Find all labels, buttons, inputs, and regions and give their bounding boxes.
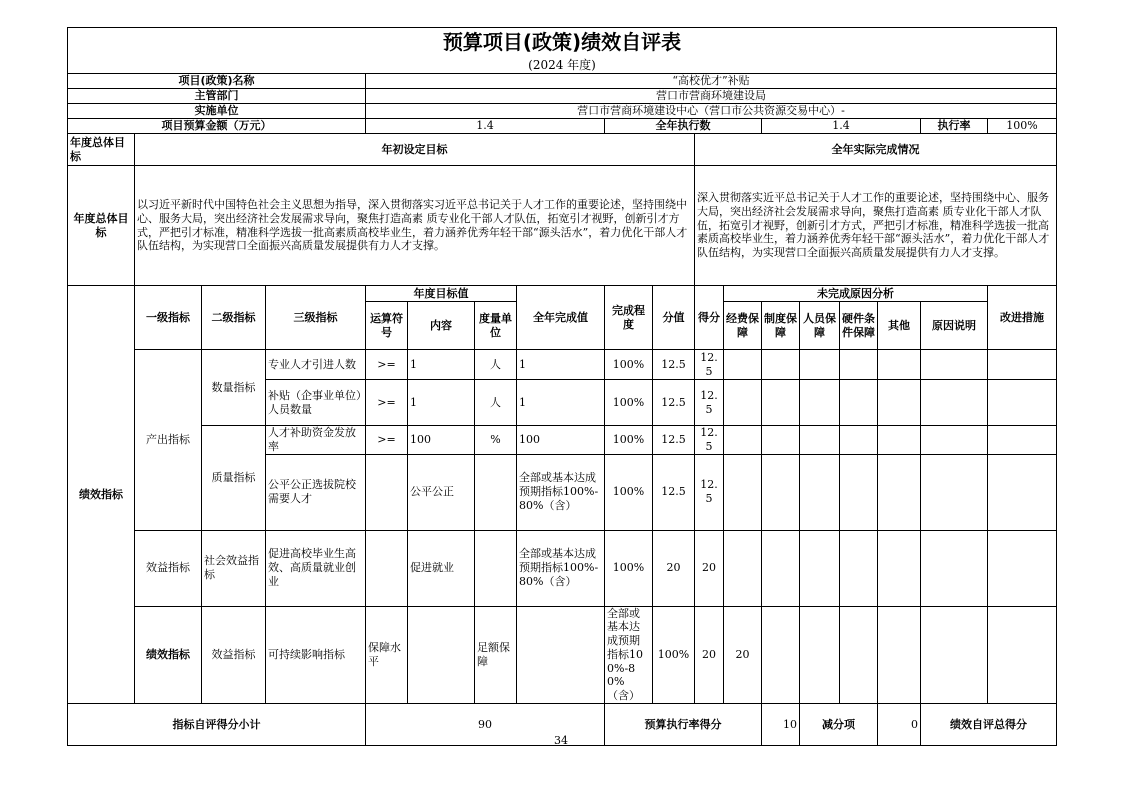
degree-cell: 100% — [605, 350, 653, 380]
actual-completion-header: 全年实际完成情况 — [695, 134, 1057, 166]
operator-cell: >= — [366, 350, 408, 380]
actual-cell: 1 — [517, 350, 605, 380]
budget-amount-value: 1.4 — [366, 119, 605, 134]
completion-degree-header: 完成程度 — [605, 286, 653, 350]
level3-cell: 公平公正选拔院校需要人才 — [266, 454, 366, 530]
operator-cell — [366, 530, 408, 606]
level3-header: 三级指标 — [266, 286, 366, 350]
content-cell: 促进就业 — [408, 530, 475, 606]
unit-cell — [475, 530, 517, 606]
social-benefit-category: 社会效益指标 — [202, 530, 266, 606]
content-cell: 公平公正 — [408, 454, 475, 530]
exec-rate-value: 100% — [988, 119, 1057, 134]
project-name-value: “高校优才”补贴 — [366, 74, 1057, 89]
table-row — [68, 350, 1057, 380]
system-header: 制度保障 — [762, 302, 800, 350]
level3-cell: 人才补助资金发放率 — [266, 426, 366, 455]
project-name-label: 项目(政策)名称 — [68, 74, 366, 89]
weight-cell: 12.5 — [653, 350, 695, 380]
improvement-header: 改进措施 — [988, 286, 1057, 350]
sustainable-category: 可持续影响指标 — [266, 606, 366, 703]
subtotal-value: 90 — [366, 703, 605, 745]
table-row — [68, 426, 1057, 455]
budget-score-value: 10 — [762, 703, 800, 745]
initial-goal-header: 年初设定目标 — [135, 134, 695, 166]
degree-cell: 100% — [653, 606, 695, 703]
overall-goal-header-label: 年度总体目标 — [68, 134, 135, 166]
actual-completion-text: 深入贯彻落实近平总书记关于人才工作的重要论述，坚持围绕中心、服务大局，突出经济社会发展需求导向，聚焦打造高素 质专业化干部人才队伍，拓宽引才视野，创新引才方式，严把引才标准，精准科学选拔一批高素质高校毕业生，着力涵养优秀年轻干部“源头活水”，着力优化干部人才队伍结构，为实现营口全面振兴高质量发展提供有力人才支撑。 — [695, 166, 1057, 286]
level1-header: 一级指标 — [135, 286, 202, 350]
department-label: 主管部门 — [68, 89, 366, 104]
level3-cell: 补贴（企事业单位）人员数量 — [266, 380, 366, 426]
content-header: 内容 — [408, 302, 475, 350]
table-row — [68, 530, 1057, 606]
table-year: (2024 年度) — [68, 58, 1057, 74]
funding-header: 经费保障 — [724, 302, 762, 350]
page-number: 34 — [554, 734, 568, 747]
degree-cell: 100% — [605, 380, 653, 426]
degree-cell: 100% — [605, 530, 653, 606]
quality-category: 质量指标 — [202, 426, 266, 531]
department-value: 营口市营商环境建设局 — [366, 89, 1057, 104]
benefit-category-2: 效益指标 — [202, 606, 266, 703]
initial-goal-text: 以习近平新时代中国特色社会主义思想为指导，深入贯彻落实习近平总书记关于人才工作的重要论述，坚持围绕中心、服务大局，突出经济社会发展需求导向，聚焦打造高素 质专业化干部人才队伍，拓宽引才视野，创新引才方式，严把引才标准，精准科学选拔一批高素质高校毕业生，着力涵养优秀年轻干部“源头活水”，着力优化干部人才队伍结构，为实现营口全面振兴高质量发展提供有力人才支撑。 — [135, 166, 695, 286]
content-cell: 1 — [408, 380, 475, 426]
score-cell: 20 — [724, 606, 762, 703]
weight-cell: 20 — [695, 606, 724, 703]
subtotal-label: 指标自评得分小计 — [68, 703, 366, 745]
unit-cell: % — [475, 426, 517, 455]
budget-score-label: 预算执行率得分 — [605, 703, 762, 745]
actual-cell: 全部或基本达成预期指标100%-80%（含） — [517, 530, 605, 606]
table-title: 预算项目(政策)绩效自评表 — [68, 28, 1057, 58]
score-weight-header: 分值 — [653, 286, 695, 350]
level2-header: 二级指标 — [202, 286, 266, 350]
weight-cell: 12.5 — [653, 426, 695, 455]
score-cell: 12.5 — [695, 350, 724, 380]
annual-target-header: 年度目标值 — [366, 286, 517, 302]
exec-rate-label: 执行率 — [921, 119, 988, 134]
budget-amount-label: 项目预算金额（万元） — [68, 119, 366, 134]
unit-measure-header: 度量单位 — [475, 302, 517, 350]
content-cell: 1 — [408, 350, 475, 380]
perf-indicator-label-2: 绩效指标 — [135, 606, 202, 703]
unit-label: 实施单位 — [68, 104, 366, 119]
weight-cell: 12.5 — [653, 454, 695, 530]
hardware-header: 硬件条件保障 — [840, 302, 878, 350]
unit-value: 营口市营商环境建设中心（营口市公共资源交易中心）- — [366, 104, 1057, 119]
weight-cell: 12.5 — [653, 380, 695, 426]
output-category: 产出指标 — [135, 350, 202, 531]
reason-analysis-header: 未完成原因分析 — [724, 286, 988, 302]
actual-cell: 全部或基本达成预期指标100%-80%（含） — [605, 606, 653, 703]
operator-cell: >= — [366, 426, 408, 455]
actual-cell: 100 — [517, 426, 605, 455]
weight-cell: 20 — [653, 530, 695, 606]
unit-cell — [475, 454, 517, 530]
deduction-value: 0 — [878, 703, 921, 745]
operator-cell — [408, 606, 475, 703]
content-cell: 足额保障 — [475, 606, 517, 703]
personnel-header: 人员保障 — [800, 302, 840, 350]
level3-cell: 保障水平 — [366, 606, 408, 703]
annual-exec-value: 1.4 — [762, 119, 921, 134]
unit-cell: 人 — [475, 380, 517, 426]
reason-desc-header: 原因说明 — [921, 302, 988, 350]
score-cell: 12.5 — [695, 380, 724, 426]
other-header: 其他 — [878, 302, 921, 350]
level3-cell: 专业人才引进人数 — [266, 350, 366, 380]
perf-indicator-label-1: 绩效指标 — [68, 286, 135, 704]
degree-cell: 100% — [605, 426, 653, 455]
operator-cell: >= — [366, 380, 408, 426]
actual-cell: 1 — [517, 380, 605, 426]
operator-header: 运算符号 — [366, 302, 408, 350]
benefit-category: 效益指标 — [135, 530, 202, 606]
annual-exec-label: 全年执行数 — [605, 119, 762, 134]
unit-cell: 人 — [475, 350, 517, 380]
score-got-header: 得分 — [695, 286, 724, 350]
level3-cell: 促进高校毕业生高效、高质量就业创业 — [266, 530, 366, 606]
annual-actual-header: 全年完成值 — [517, 286, 605, 350]
table-row — [68, 606, 1057, 703]
degree-cell: 100% — [605, 454, 653, 530]
score-cell: 20 — [695, 530, 724, 606]
total-score-label: 绩效自评总得分 — [921, 703, 1057, 745]
score-cell: 12.5 — [695, 454, 724, 530]
score-cell: 12.5 — [695, 426, 724, 455]
quantity-category: 数量指标 — [202, 350, 266, 426]
deduction-label: 减分项 — [800, 703, 878, 745]
actual-cell: 全部或基本达成预期指标100%-80%（含） — [517, 454, 605, 530]
operator-cell — [366, 454, 408, 530]
performance-self-evaluation-table — [67, 27, 1057, 746]
unit-cell — [517, 606, 605, 703]
content-cell: 100 — [408, 426, 475, 455]
overall-goal-label: 年度总体目标 — [68, 166, 135, 286]
